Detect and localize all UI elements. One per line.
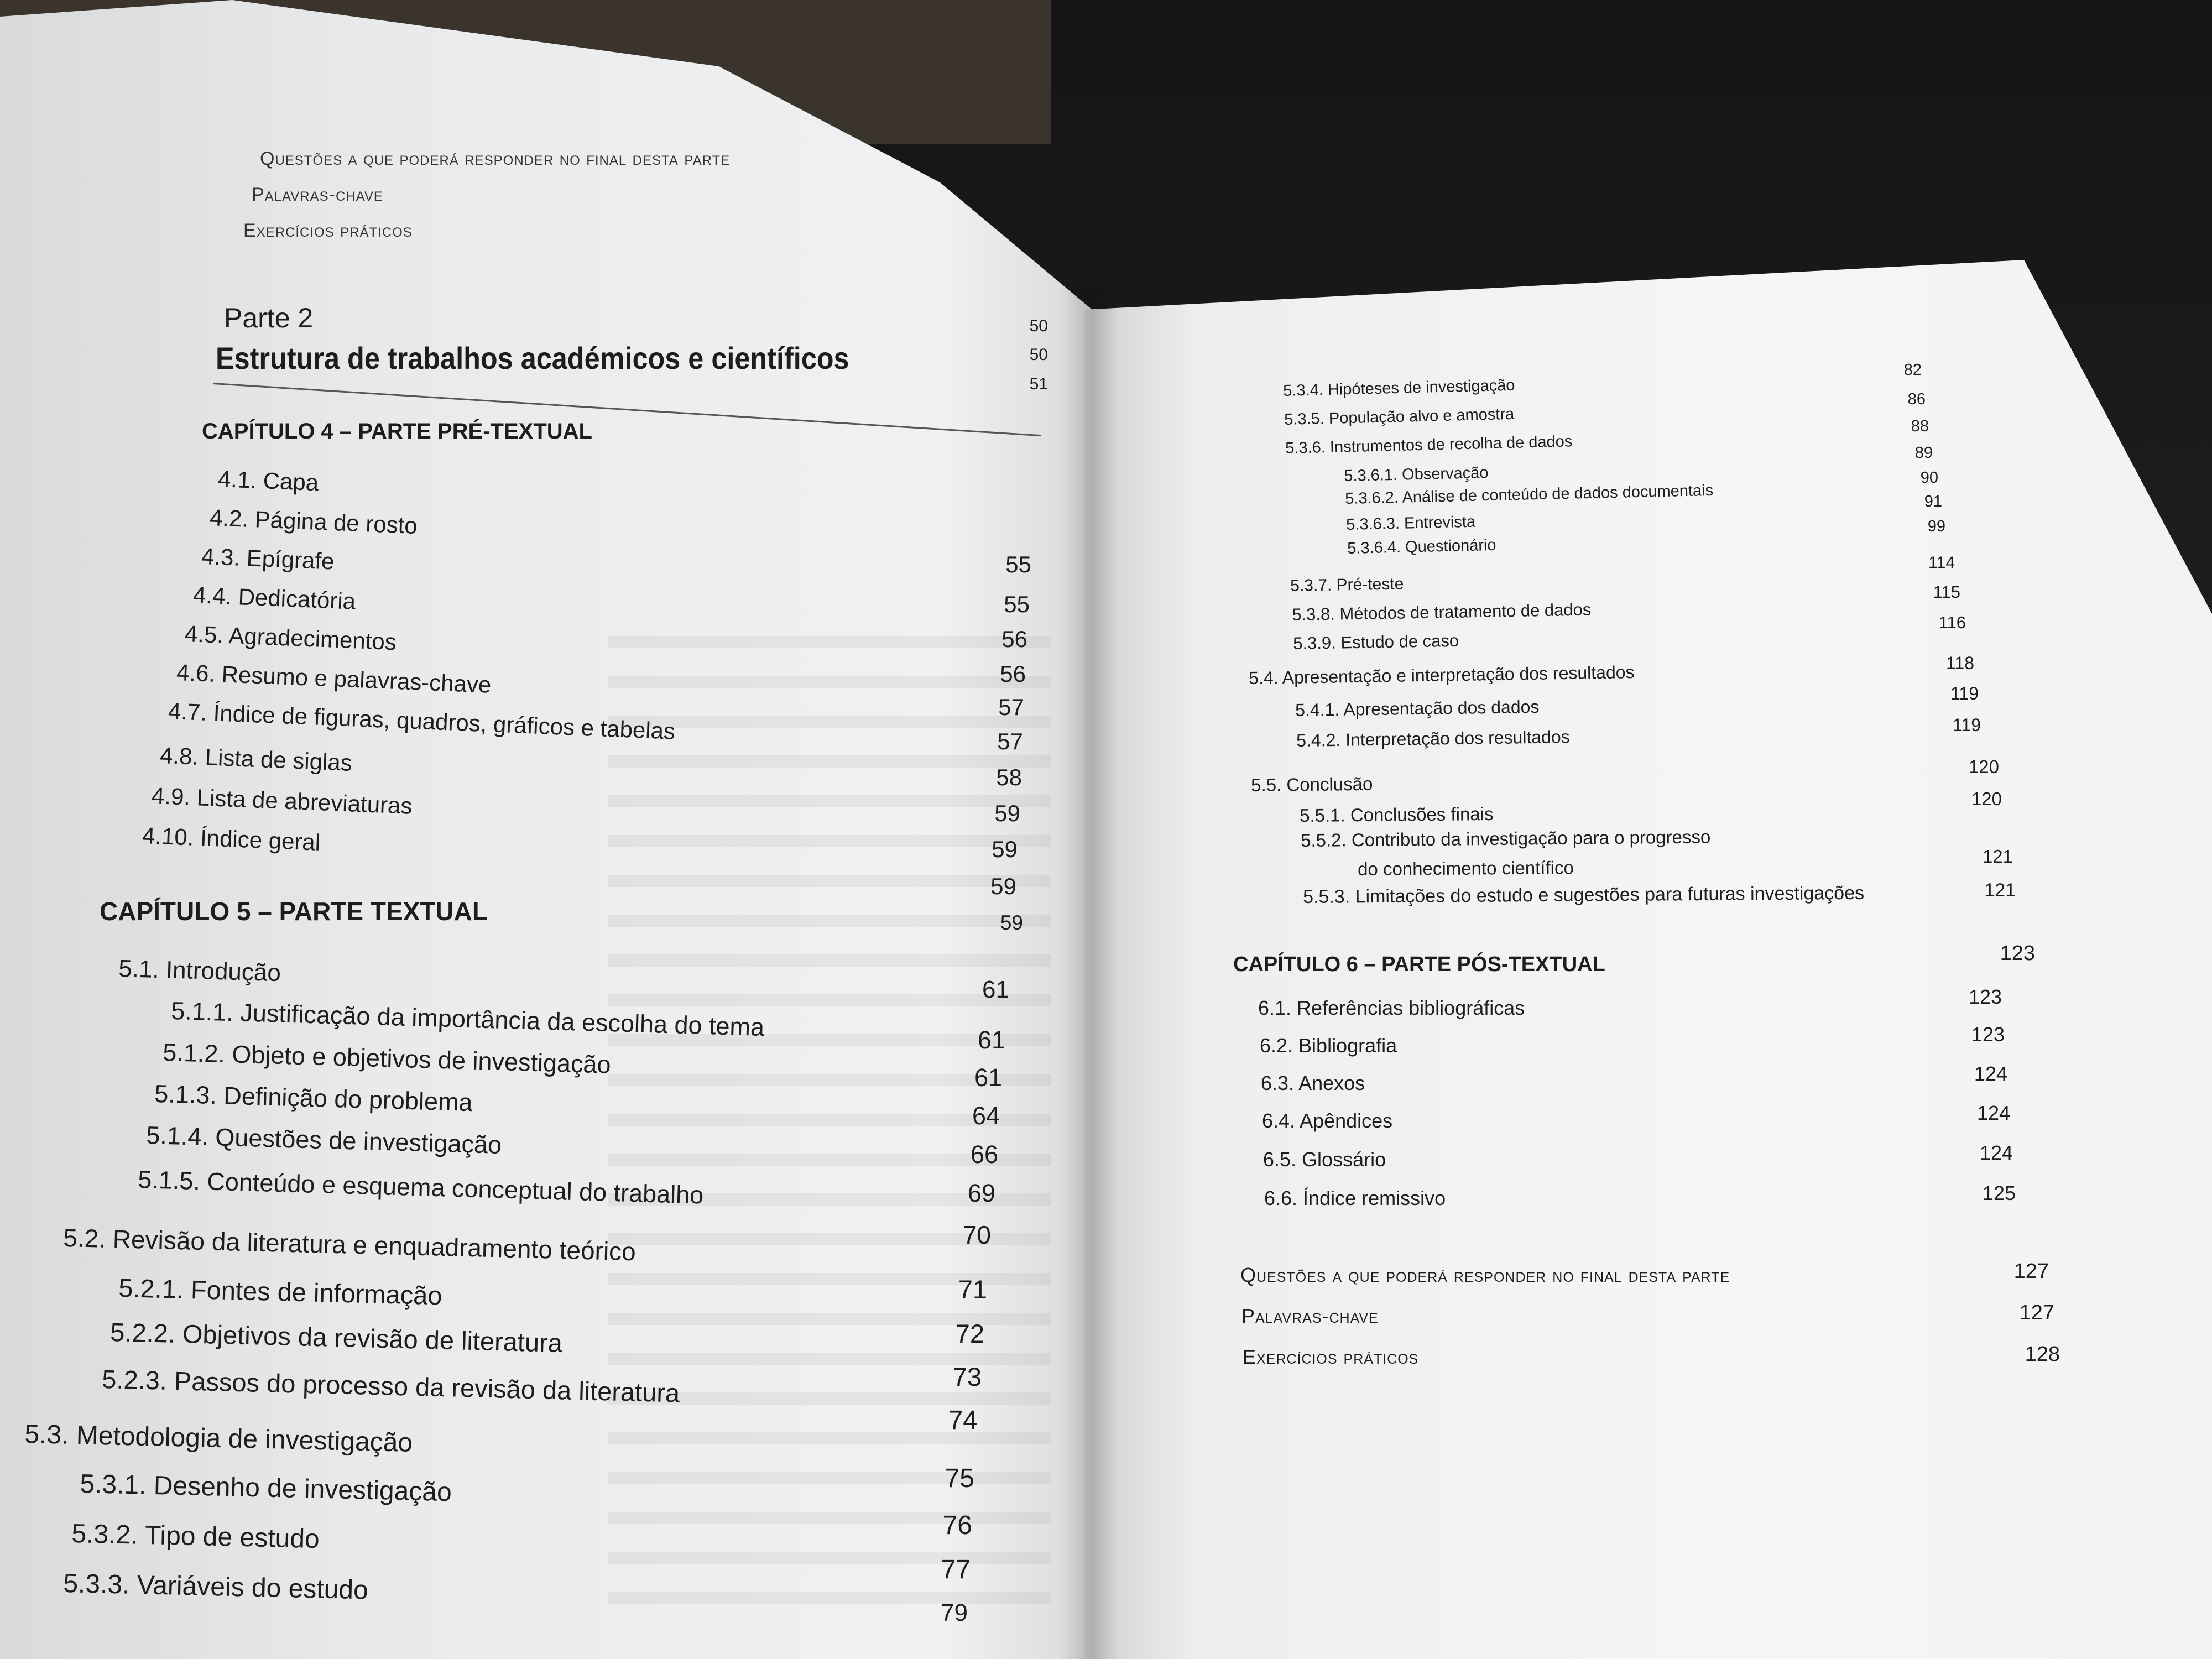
right-entry-label: 5.3.7. Pré-teste xyxy=(1290,575,1404,595)
intro-page-3: 51 xyxy=(1029,375,1048,393)
right-entry-label: 5.3.5. População alvo e amostra xyxy=(1284,405,1515,429)
ch5-entry-label: 5.3.2. Tipo de estudo xyxy=(71,1519,320,1554)
ch4-entry-label: 4.9. Lista de abreviaturas xyxy=(151,782,413,819)
right-entry-label: 5.3.8. Métodos de tratamento de dados xyxy=(1291,599,1592,624)
right-entry-page-number: 90 xyxy=(1920,469,1938,487)
right-entry-page-number: 86 xyxy=(1907,390,1926,408)
closing-item-page-number: 128 xyxy=(2025,1343,2060,1366)
ch6-entry-label: 6.6. Índice remissivo xyxy=(1264,1187,1446,1209)
chapter-5-title: CAPÍTULO 5 – PARTE TEXTUAL xyxy=(100,897,488,926)
right-entry-page-number: 121 xyxy=(1984,880,2016,901)
ch5-entry-page-number: 64 xyxy=(972,1102,1000,1130)
ch5-entry-label: 5.1.4. Questões de investigação xyxy=(145,1121,502,1159)
right-entry-page-number: 120 xyxy=(1971,789,2002,809)
right-entry-page-number: 121 xyxy=(1982,846,2013,867)
closing-item-page-number: 127 xyxy=(2019,1301,2054,1324)
ch6-entry-label: 6.3. Anexos xyxy=(1261,1072,1365,1094)
ch4-entry-page-number: 57 xyxy=(998,694,1024,720)
ch6-entry-page-number: 123 xyxy=(1968,985,2002,1008)
right-entry-label: 5.3.4. Hipóteses de investigação xyxy=(1282,376,1515,400)
ch4-entry-label: 4.5. Agradecimentos xyxy=(184,620,397,655)
ch4-entry-page-number: 58 xyxy=(996,764,1022,790)
ch4-entry-label: 4.10. Índice geral xyxy=(142,822,321,855)
intro-item-questions: Questões a que poderá responder no final desta parte xyxy=(260,148,731,169)
ch4-entry-page-number: 55 xyxy=(1005,551,1031,577)
ch6-entry-label: 6.2. Bibliografia xyxy=(1260,1034,1397,1057)
right-entry-label: 5.3.6. Instrumentos de recolha de dados xyxy=(1285,432,1573,457)
right-entry-label: do conhecimento científico xyxy=(1357,857,1574,879)
right-entry-label: 5.3.9. Estudo de caso xyxy=(1292,630,1459,653)
right-entry-page-number: 120 xyxy=(1968,757,1999,777)
ch5-entry-page-number: 73 xyxy=(952,1362,982,1391)
ch5-entry-page-number: 75 xyxy=(945,1464,974,1493)
right-entry-label: 5.3.6.1. Observação xyxy=(1343,464,1489,485)
ch6-entry-page-number: 124 xyxy=(1976,1102,2010,1124)
right-entry-label: 5.4.2. Interpretação dos resultados xyxy=(1296,727,1570,750)
ch6-entry-label: 6.1. Referências bibliográficas xyxy=(1258,997,1525,1019)
ch5-entry-page-number: 71 xyxy=(958,1275,987,1304)
intro-item-exercises: Exercícios práticos xyxy=(243,220,413,241)
chapter-5-extra-page: 79 xyxy=(941,1599,968,1626)
ch5-entry-label: 5.1.5. Conteúdo e esquema conceptual do trabalho xyxy=(137,1165,704,1209)
right-entry-label: 5.5. Conclusão xyxy=(1250,773,1373,795)
ch5-entry-page-number: 70 xyxy=(962,1220,991,1249)
ch4-entry-label: 4.3. Epígrafe xyxy=(201,543,335,575)
right-entry-label: 5.3.6.2. Análise de conteúdo de dados documentais xyxy=(1344,481,1714,508)
closing-item-label: Exercícios práticos xyxy=(1243,1345,1419,1368)
intro-page-2: 50 xyxy=(1029,346,1048,364)
ch5-entry-page-number: 69 xyxy=(967,1179,995,1207)
ch5-entry-label: 5.2.3. Passos do processo da revisão da literatura xyxy=(101,1364,680,1408)
ch4-entry-page-number: 57 xyxy=(997,728,1023,754)
right-entry-label: 5.4. Apresentação e interpretação dos resultados xyxy=(1248,662,1635,688)
ch5-entry-page-number: 77 xyxy=(941,1555,971,1584)
ch5-entry-label: 5.3. Metodologia de investigação xyxy=(24,1420,413,1458)
ch5-entry-label: 5.3.1. Desenho de investigação xyxy=(79,1469,452,1507)
ch5-entry-page-number: 61 xyxy=(982,976,1009,1003)
right-entry-label: 5.3.6.4. Questionário xyxy=(1347,536,1496,557)
intro-item-keywords: Palavras-chave xyxy=(252,184,383,205)
ch5-entry-label: 5.2. Revisão da literatura e enquadramento teórico xyxy=(62,1223,637,1266)
intro-page-1: 50 xyxy=(1029,317,1048,335)
right-entry-label: 5.3.6.3. Entrevista xyxy=(1345,513,1476,534)
ch4-entry-label: 4.2. Página de rosto xyxy=(209,504,418,539)
ch4-entry-page-number: 56 xyxy=(1001,626,1027,652)
ch5-entry-label: 5.3.3. Variáveis do estudo xyxy=(62,1569,369,1605)
ch5-entry-page-number: 66 xyxy=(970,1140,998,1168)
right-entry-label: 5.5.3. Limitações do estudo e sugestões para futuras investigações xyxy=(1302,882,1865,907)
right-entry-label: 5.5.2. Contributo da investigação para o progresso xyxy=(1300,826,1711,851)
chapter-6-title: CAPÍTULO 6 – PARTE PÓS-TEXTUAL xyxy=(1233,953,1605,976)
right-entry-page-number: 118 xyxy=(1945,653,1974,673)
right-entry-page-number: 115 xyxy=(1933,582,1960,602)
ch6-entry-page-number: 125 xyxy=(1982,1182,2016,1204)
right-entry-page-number: 114 xyxy=(1928,554,1955,572)
ch5-entry-label: 5.1. Introdução xyxy=(118,955,281,987)
right-entry-label: 5.5.1. Conclusões finais xyxy=(1299,803,1494,826)
closing-item-label: Questões a que poderá responder no final desta parte xyxy=(1240,1264,1730,1286)
ch5-entry-label: 5.2.1. Fontes de informação xyxy=(118,1273,443,1311)
right-entry-page-number: 99 xyxy=(1927,518,1945,535)
ch5-entry-page-number: 72 xyxy=(955,1319,984,1348)
part-title: Estrutura de trabalhos académicos e científicos xyxy=(216,341,849,375)
ch4-entry-page-number: 59 xyxy=(990,873,1016,899)
right-entry-label: 5.4.1. Apresentação dos dados xyxy=(1295,696,1540,720)
right-entry-page-number: 119 xyxy=(1950,684,1979,703)
ch5-entry-label: 5.1.2. Objeto e objetivos de investigação xyxy=(162,1038,612,1079)
ch4-entry-label: 4.8. Lista de siglas xyxy=(159,742,353,776)
right-entry-page-number: 82 xyxy=(1903,361,1922,379)
ch5-entry-label: 5.1.3. Definição do problema xyxy=(154,1079,473,1117)
ch6-entry-page-number: 124 xyxy=(1979,1141,2013,1164)
ch5-entry-page-number: 76 xyxy=(942,1511,972,1540)
ch4-entry-label: 4.7. Índice de figuras, quadros, gráficos e tabelas xyxy=(168,698,676,744)
part-label: Parte 2 xyxy=(224,302,314,333)
chapter-6-title-page: 123 xyxy=(2000,942,2035,965)
right-entry-page-number: 119 xyxy=(1952,715,1981,735)
ch4-entry-label: 4.1. Capa xyxy=(217,466,320,496)
ch4-entry-page-number: 59 xyxy=(994,800,1020,826)
ch4-entry-page-number: 59 xyxy=(992,836,1018,862)
chapter-4-extra-page: 59 xyxy=(1000,911,1023,934)
right-entry-page-number: 91 xyxy=(1924,493,1942,510)
chapter-4-title: CAPÍTULO 4 – PARTE PRÉ-TEXTUAL xyxy=(202,419,592,444)
closing-item-page-number: 127 xyxy=(2013,1260,2049,1283)
ch5-entry-page-number: 61 xyxy=(977,1026,1005,1054)
ch5-entry-label: 5.1.1. Justificação da importância da escolha do tema xyxy=(170,997,765,1041)
ch6-entry-page-number: 124 xyxy=(1974,1062,2007,1085)
ch4-entry-page-number: 55 xyxy=(1004,591,1030,617)
ch4-entry-label: 4.6. Resumo e palavras-chave xyxy=(176,659,492,698)
ch5-entry-page-number: 61 xyxy=(974,1063,1002,1092)
closing-item-label: Palavras-chave xyxy=(1241,1305,1379,1327)
ch6-entry-label: 6.4. Apêndices xyxy=(1262,1109,1393,1132)
right-entry-page-number: 116 xyxy=(1938,613,1966,632)
ch5-entry-page-number: 74 xyxy=(948,1406,978,1435)
right-entry-page-number: 89 xyxy=(1914,444,1933,462)
ch4-entry-label: 4.4. Dedicatória xyxy=(192,582,357,614)
right-entry-page-number: 88 xyxy=(1911,418,1929,435)
ch4-entry-page-number: 56 xyxy=(1000,661,1026,687)
ch6-entry-label: 6.5. Glossário xyxy=(1263,1148,1386,1171)
ch5-entry-label: 5.2.2. Objetivos da revisão de literatura xyxy=(109,1317,563,1358)
ch6-entry-page-number: 123 xyxy=(1971,1023,2005,1046)
